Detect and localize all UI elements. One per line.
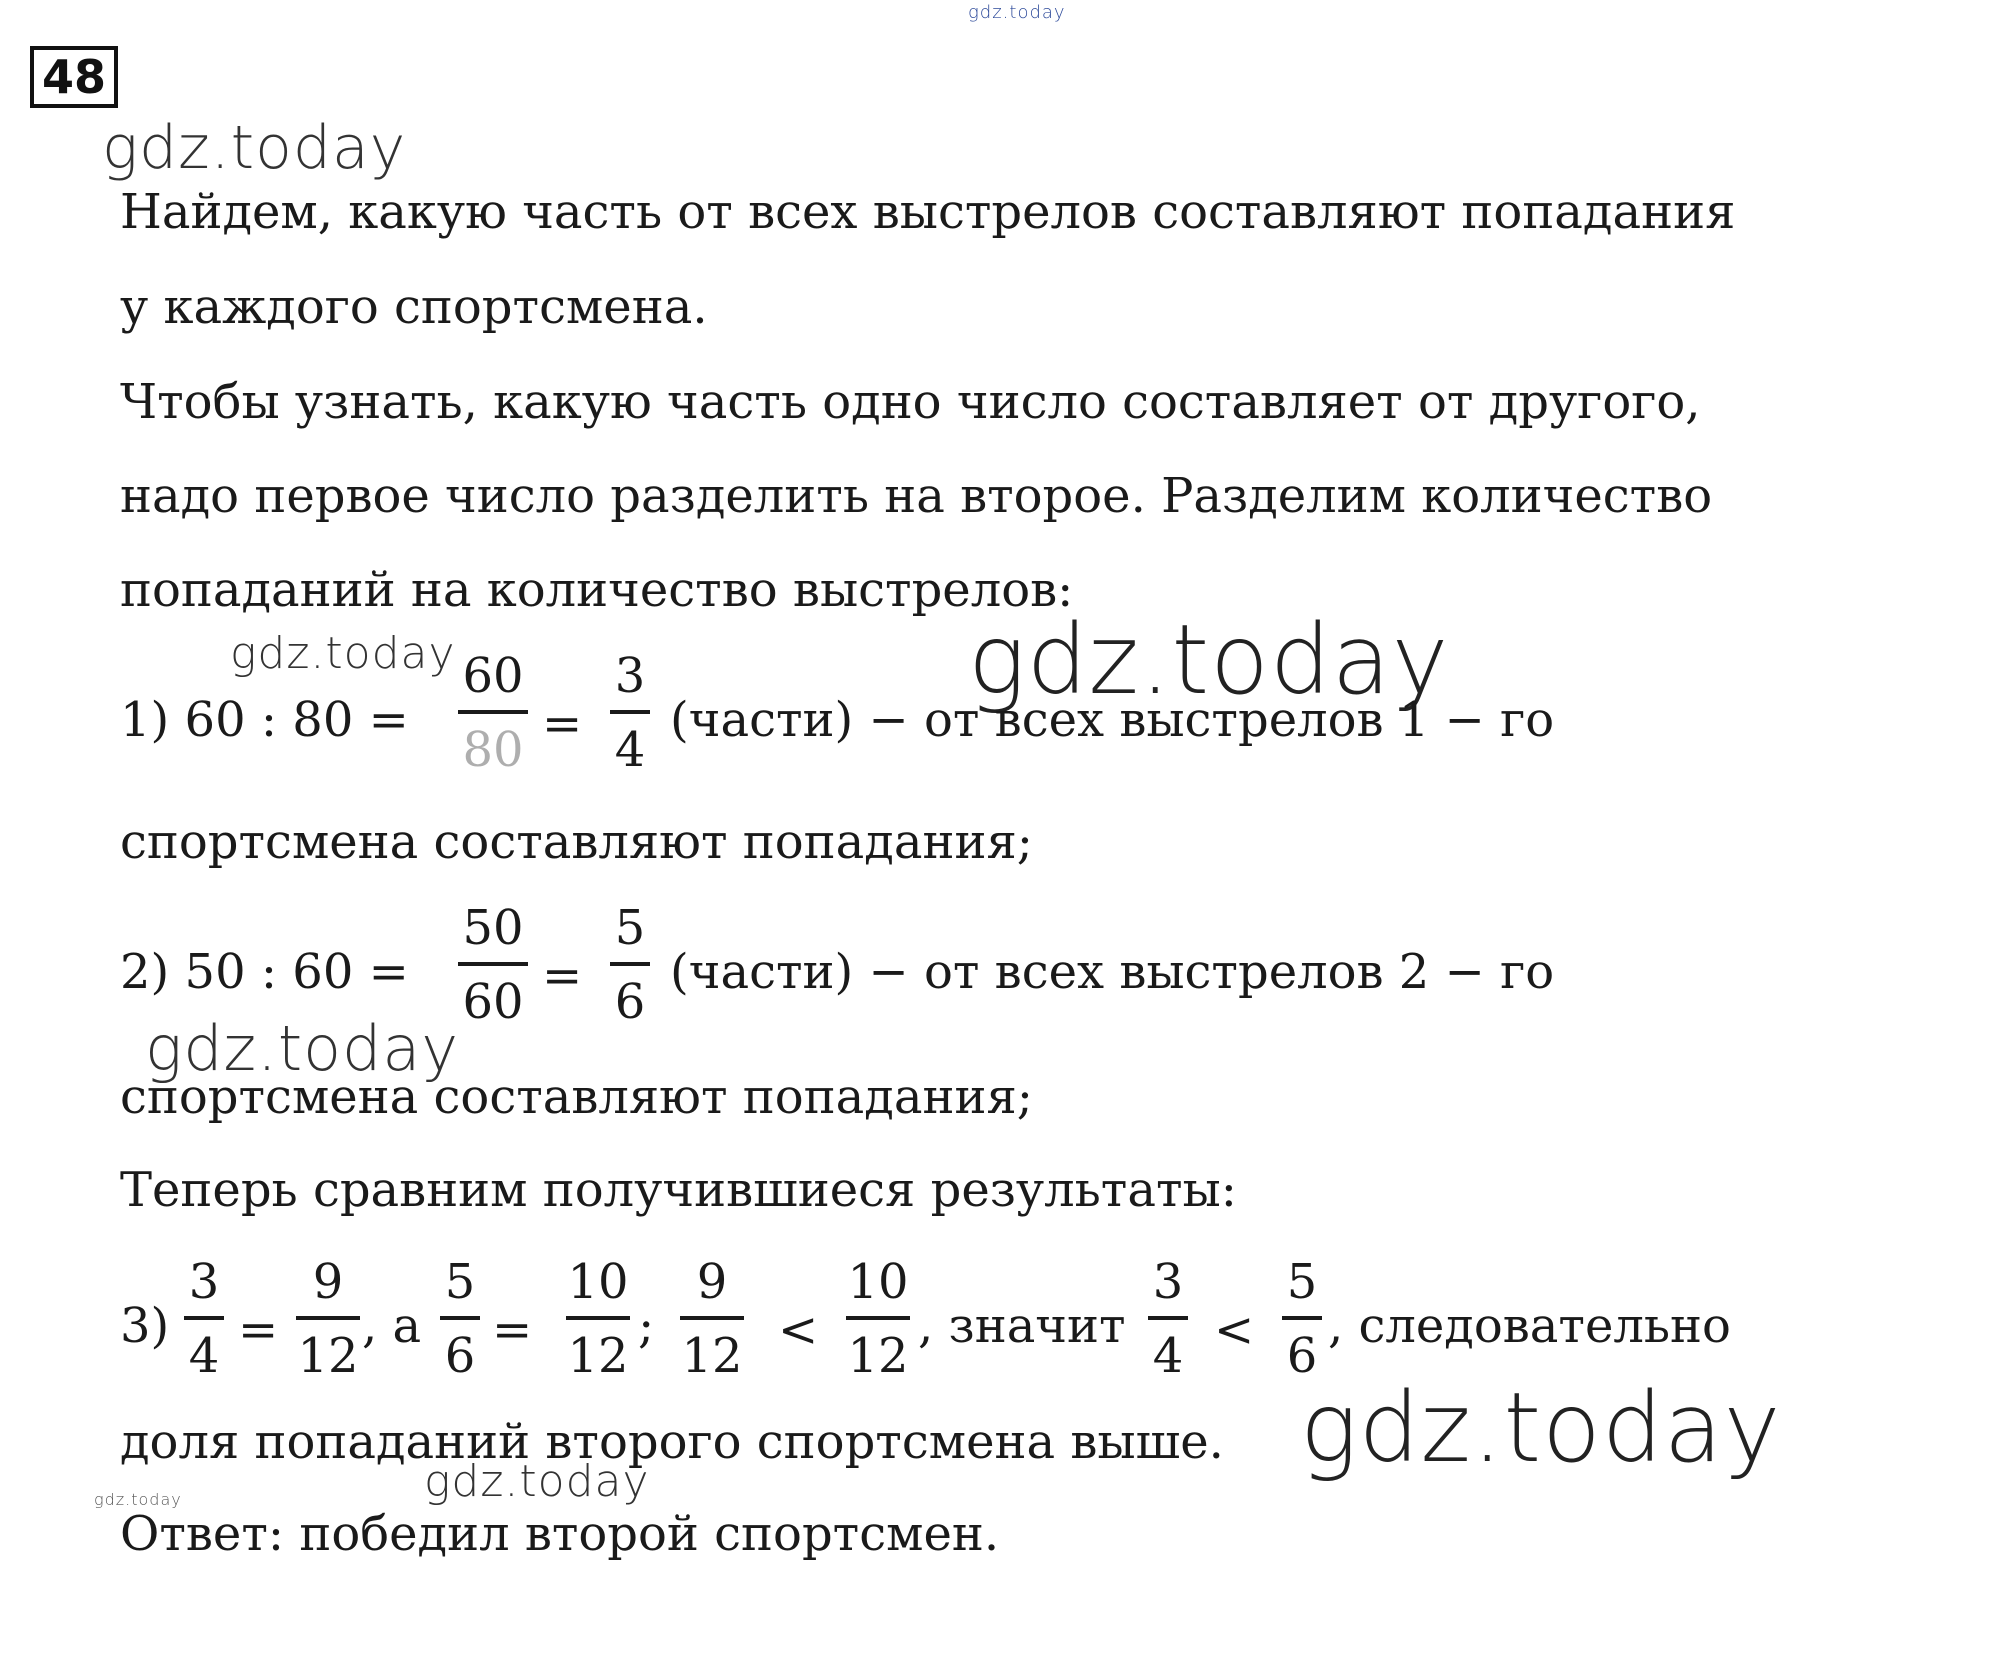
fraction-bar — [610, 962, 650, 966]
text-line-5: попаданий на количество выстрелов: — [120, 562, 1074, 618]
watermark: gdz.today — [145, 1012, 460, 1085]
equals-sign: = — [238, 1302, 279, 1358]
fraction-bar — [680, 1316, 744, 1320]
fraction-9-12 — [680, 1254, 744, 1384]
watermark-top: gdz.today — [968, 2, 1066, 23]
conclusion: доля попаданий второго спортсмена выше. — [120, 1414, 1224, 1470]
fraction-bar — [440, 1316, 480, 1320]
numerator: 5 — [1286, 1254, 1318, 1310]
numerator: 60 — [462, 648, 524, 704]
less-than-sign: < — [778, 1302, 819, 1358]
denominator: 12 — [297, 1328, 359, 1384]
numerator: 50 — [462, 900, 524, 956]
text-line-3: Чтобы узнать, какую часть одно число составляет от другого, — [120, 374, 1701, 430]
denominator: 6 — [614, 974, 646, 1030]
fraction-5-6 — [440, 1254, 480, 1384]
watermark-small: gdz.today — [94, 1490, 182, 1509]
numerator: 10 — [847, 1254, 909, 1310]
numerator: 10 — [567, 1254, 629, 1310]
less-than-sign: < — [1214, 1302, 1255, 1358]
fraction-60-80 — [458, 648, 528, 778]
step-2-continuation: спортсмена составляют попадания; — [120, 1069, 1033, 1125]
numerator: 3 — [188, 1254, 220, 1310]
numerator: 5 — [614, 900, 646, 956]
fraction-5-6 — [1282, 1254, 1322, 1384]
numerator: 3 — [614, 648, 646, 704]
denominator: 12 — [681, 1328, 743, 1384]
fraction-3-4 — [1148, 1254, 1188, 1384]
watermark-large: gdz.today — [968, 604, 1450, 716]
numerator: 3 — [1152, 1254, 1184, 1310]
step-2-label: 2) 50 : 60 = — [120, 944, 409, 1000]
fraction-10-12 — [566, 1254, 630, 1384]
denominator: 4 — [1152, 1328, 1184, 1384]
fraction-50-60 — [458, 900, 528, 1030]
denominator: 12 — [847, 1328, 909, 1384]
fraction-3-4 — [184, 1254, 224, 1384]
step-2-tail: (части) − от всех выстрелов 2 − го — [670, 944, 1555, 1000]
watermark: gdz.today — [424, 1456, 650, 1507]
semicolon: ; — [638, 1298, 655, 1354]
word-znachit: , значит — [918, 1298, 1126, 1354]
numerator: 5 — [444, 1254, 476, 1310]
denominator: 6 — [1286, 1328, 1318, 1384]
text-line-4: надо первое число разделить на второе. Разделим количество — [120, 468, 1713, 524]
fraction-3-4 — [610, 648, 650, 778]
fraction-bar — [458, 710, 528, 714]
fraction-bar — [458, 962, 528, 966]
watermark: gdz.today — [230, 628, 456, 679]
numerator: 9 — [312, 1254, 344, 1310]
denominator: 60 — [462, 974, 524, 1030]
watermark: gdz.today — [102, 113, 407, 183]
fraction-bar — [1148, 1316, 1188, 1320]
fraction-bar — [1282, 1316, 1322, 1320]
watermark-large: gdz.today — [1300, 1372, 1782, 1484]
text-line-1: Найдем, какую часть от всех выстрелов составляют попадания — [120, 184, 1736, 240]
step-1-continuation: спортсмена составляют попадания; — [120, 814, 1033, 870]
numerator: 9 — [696, 1254, 728, 1310]
step-1-tail: (части) − от всех выстрелов 1 − го — [670, 692, 1555, 748]
answer: Ответ: победил второй спортсмен. — [120, 1506, 1000, 1562]
denominator: 4 — [614, 722, 646, 778]
denominator: 80 — [462, 722, 524, 778]
step-3-label: 3) — [120, 1298, 170, 1354]
fraction-bar — [610, 710, 650, 714]
problem-number-box: 48 — [30, 46, 118, 108]
equals-sign: = — [492, 1302, 533, 1358]
denominator: 12 — [567, 1328, 629, 1384]
fraction-bar — [184, 1316, 224, 1320]
word-sledovatelno: , следовательно — [1328, 1298, 1731, 1354]
compare-intro: Теперь сравним получившиеся результаты: — [120, 1162, 1237, 1218]
fraction-9-12 — [296, 1254, 360, 1384]
equals-sign: = — [542, 696, 583, 752]
fraction-bar — [566, 1316, 630, 1320]
conjunction-a: , а — [362, 1298, 422, 1354]
text-line-2: у каждого спортсмена. — [120, 279, 708, 335]
step-1-label: 1) 60 : 80 = — [120, 692, 409, 748]
denominator: 6 — [444, 1328, 476, 1384]
denominator: 4 — [188, 1328, 220, 1384]
fraction-bar — [296, 1316, 360, 1320]
fraction-10-12 — [846, 1254, 910, 1384]
fraction-5-6 — [610, 900, 650, 1030]
fraction-bar — [846, 1316, 910, 1320]
equals-sign: = — [542, 948, 583, 1004]
